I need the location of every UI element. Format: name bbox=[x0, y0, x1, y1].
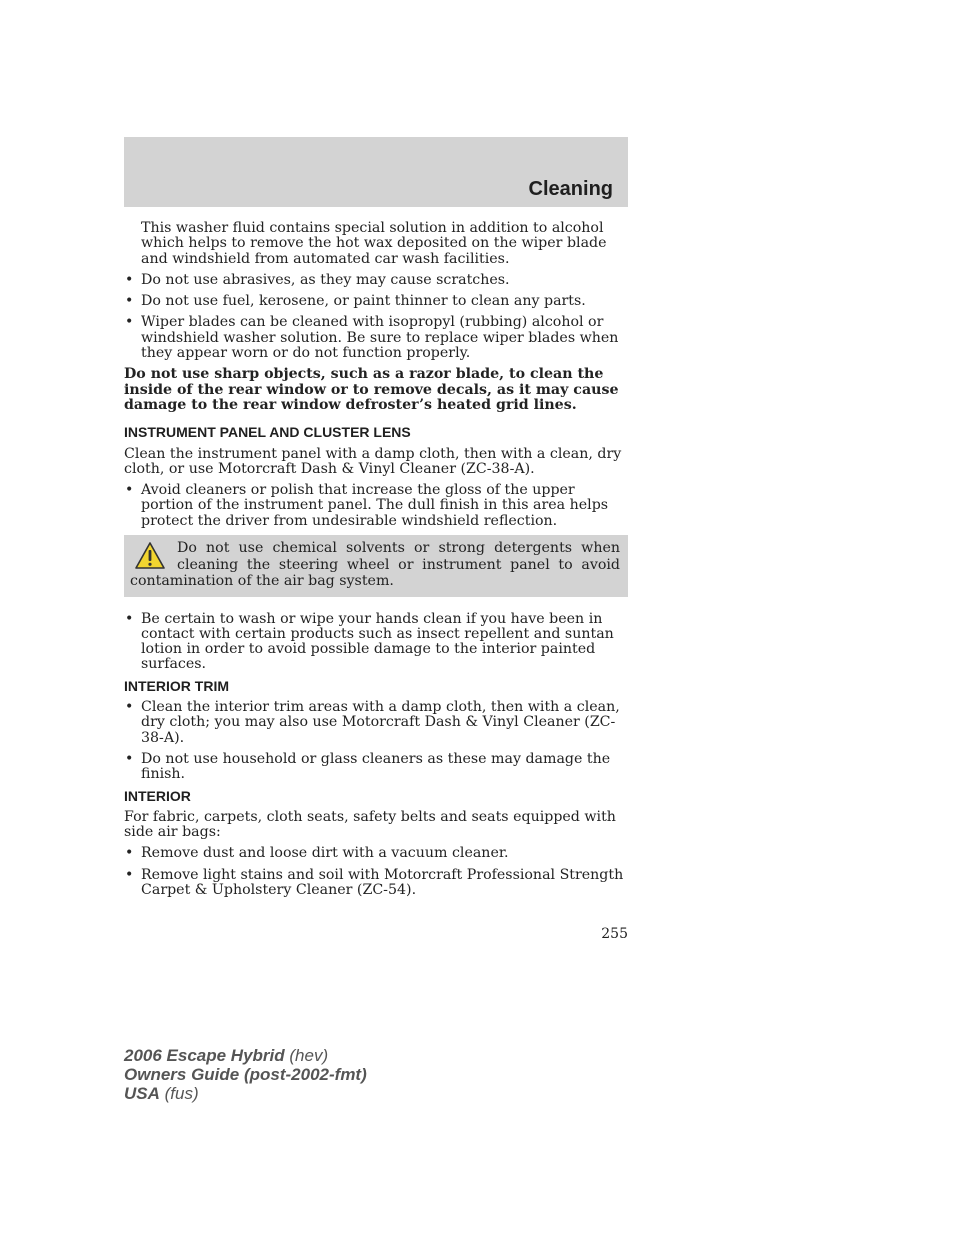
page-number: 255 bbox=[601, 926, 628, 942]
warning-text: Do not use chemical solvents or strong detergents when cleaning the steering wheel or instrument panel to avoid contamination of the air bag system. bbox=[130, 540, 620, 590]
bullet-icon: • bbox=[125, 610, 134, 627]
intro-paragraph: This washer fluid contains special solution in addition to alcohol which helps to remove the hot wax deposited on the wiper blade and windshield from automated car wash facilities. bbox=[141, 220, 607, 267]
list-item: • Be certain to wash or wipe your hands clean if you have been in contact with certain products such as insect repellent and suntan lotion in order to avoid possible damage to the interior painted surfaces. bbox=[125, 610, 614, 673]
heading-interior: INTERIOR bbox=[124, 787, 191, 804]
bullet-icon: • bbox=[125, 482, 134, 499]
footer-line-1: 2006 Escape Hybrid (hev) bbox=[124, 1046, 329, 1065]
list-item: • Remove dust and loose dirt with a vacuum cleaner. bbox=[125, 845, 509, 862]
list-item: • Wiper blades can be cleaned with isopropyl (rubbing) alcohol or windshield washer solution. Be sure to replace wiper blades when they appear worn or do not function properly. bbox=[125, 314, 619, 362]
bullet-icon: • bbox=[125, 750, 134, 767]
list-item: • Do not use abrasives, as they may cause scratches. bbox=[125, 271, 510, 288]
bullet-icon: • bbox=[125, 699, 134, 716]
list-item: • Clean the interior trim areas with a damp cloth, then with a clean, dry cloth; you may also use Motorcraft Dash & Vinyl Cleaner (ZC-38-A). bbox=[125, 699, 620, 746]
list-item: • Do not use household or glass cleaners as these may damage the finish. bbox=[125, 750, 611, 783]
bullet-icon: • bbox=[125, 314, 134, 331]
heading-interior-trim: INTERIOR TRIM bbox=[124, 677, 229, 694]
list-item: • Remove light stains and soil with Motorcraft Professional Strength Carpet & Upholstery Cleaner (ZC-54). bbox=[125, 866, 624, 898]
list-item: • Do not use fuel, kerosene, or paint thinner to clean any parts. bbox=[125, 293, 586, 310]
section-title: Cleaning bbox=[528, 178, 613, 200]
page-content bbox=[124, 221, 628, 904]
bold-warning: Do not use sharp objects, such as a razor blade, to clean the inside of the rear window or to remove decals, as it may cause damage to the rear window defroster’s heated grid lines. bbox=[124, 366, 619, 413]
interior-text: For fabric, carpets, cloth seats, safety belts and seats equipped with side air bags: bbox=[124, 808, 616, 841]
footer-line-3: USA (fus) bbox=[124, 1084, 199, 1103]
warning-triangle-icon bbox=[134, 541, 166, 571]
bullet-icon: • bbox=[125, 845, 134, 862]
bullet-icon: • bbox=[125, 293, 134, 310]
instrument-panel-text: Clean the instrument panel with a damp cloth, then with a clean, dry cloth, or use Motorcraft Dash & Vinyl Cleaner (ZC-38-A). bbox=[124, 445, 622, 477]
footer-line-2: Owners Guide (post-2002-fmt) bbox=[124, 1065, 367, 1084]
heading-instrument-panel: INSTRUMENT PANEL AND CLUSTER LENS bbox=[124, 424, 411, 441]
footer bbox=[124, 1046, 367, 1103]
list-item: • Avoid cleaners or polish that increase the gloss of the upper portion of the instrument panel. The dull finish in this area helps protect the driver from undesirable windshield reflection. bbox=[125, 482, 609, 529]
bullet-icon: • bbox=[125, 866, 134, 883]
bullet-icon: • bbox=[125, 271, 134, 288]
warning-box bbox=[124, 535, 628, 597]
header-band bbox=[124, 137, 628, 207]
